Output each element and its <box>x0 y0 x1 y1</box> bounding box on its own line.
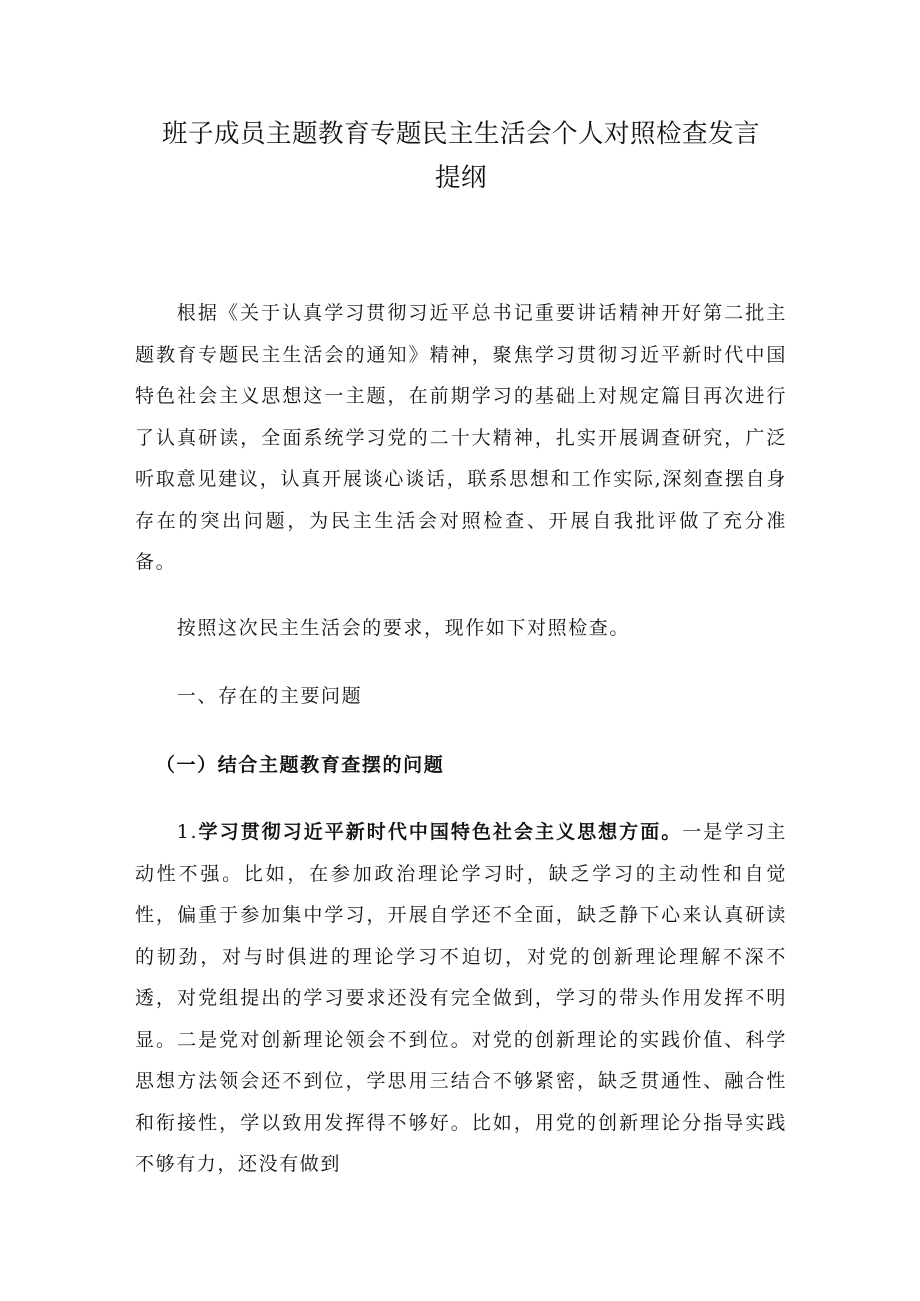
subsection-heading-theme-education: （一）结合主题教育查摆的问题 <box>155 754 445 776</box>
item-1-number: 1. <box>176 821 199 843</box>
document-title <box>135 0 787 200</box>
section-heading-problems: 一、存在的主要问题 <box>176 685 363 707</box>
requirement-paragraph: 按照这次民主生活会的要求，现作如下对照检查。 <box>176 617 630 639</box>
item-1-text: 一是学习主动性不强。比如，在参加政治理论学习时，缺乏学习的主动性和自觉性，偏重于参加集中学习，开展自学还不全面，缺乏静下心来认真研读的韧劲，对与时俱进的理论学习不迫切，对党的创新理论理解不深不透，对党组提出的学习要求还没有完全做到，学习的带头作用发挥不明显。二是党对创新理论领会不到位。对党的创新理论的实践价值、科学思想方法领会还不到位，学思用三结合不够紧密，缺乏贯通性、融合性和衔接性，学以致用发挥得不够好。比如，用党的创新理论分指导实践不够有力，还没有做到 <box>135 821 787 1175</box>
intro-paragraph: 根据《关于认真学习贯彻习近平总书记重要讲话精神开好第二批主题教育专题民主生活会的通知》精神，聚焦学习贯彻习近平新时代中国特色社会主义思想这一主题，在前期学习的基础上对规定篇目再次进行了认真研读，全面系统学习党的二十大精神，扎实开展调查研究，广泛听取意见建议，认真开展谈心谈话，联系思想和工作实际,深刻查摆自身存在的突出问题，为民主生活会对照检查、开展自我批评做了充分准备。 <box>135 302 787 573</box>
item-1-paragraph <box>135 812 787 1186</box>
title-line-1: 班子成员主题教育专题民主生活会个人对照检查发言 <box>161 119 760 149</box>
title-line-2: 提纲 <box>434 163 487 193</box>
item-1-heading: 学习贯彻习近平新时代中国特色社会主义思想方面。 <box>198 821 683 843</box>
